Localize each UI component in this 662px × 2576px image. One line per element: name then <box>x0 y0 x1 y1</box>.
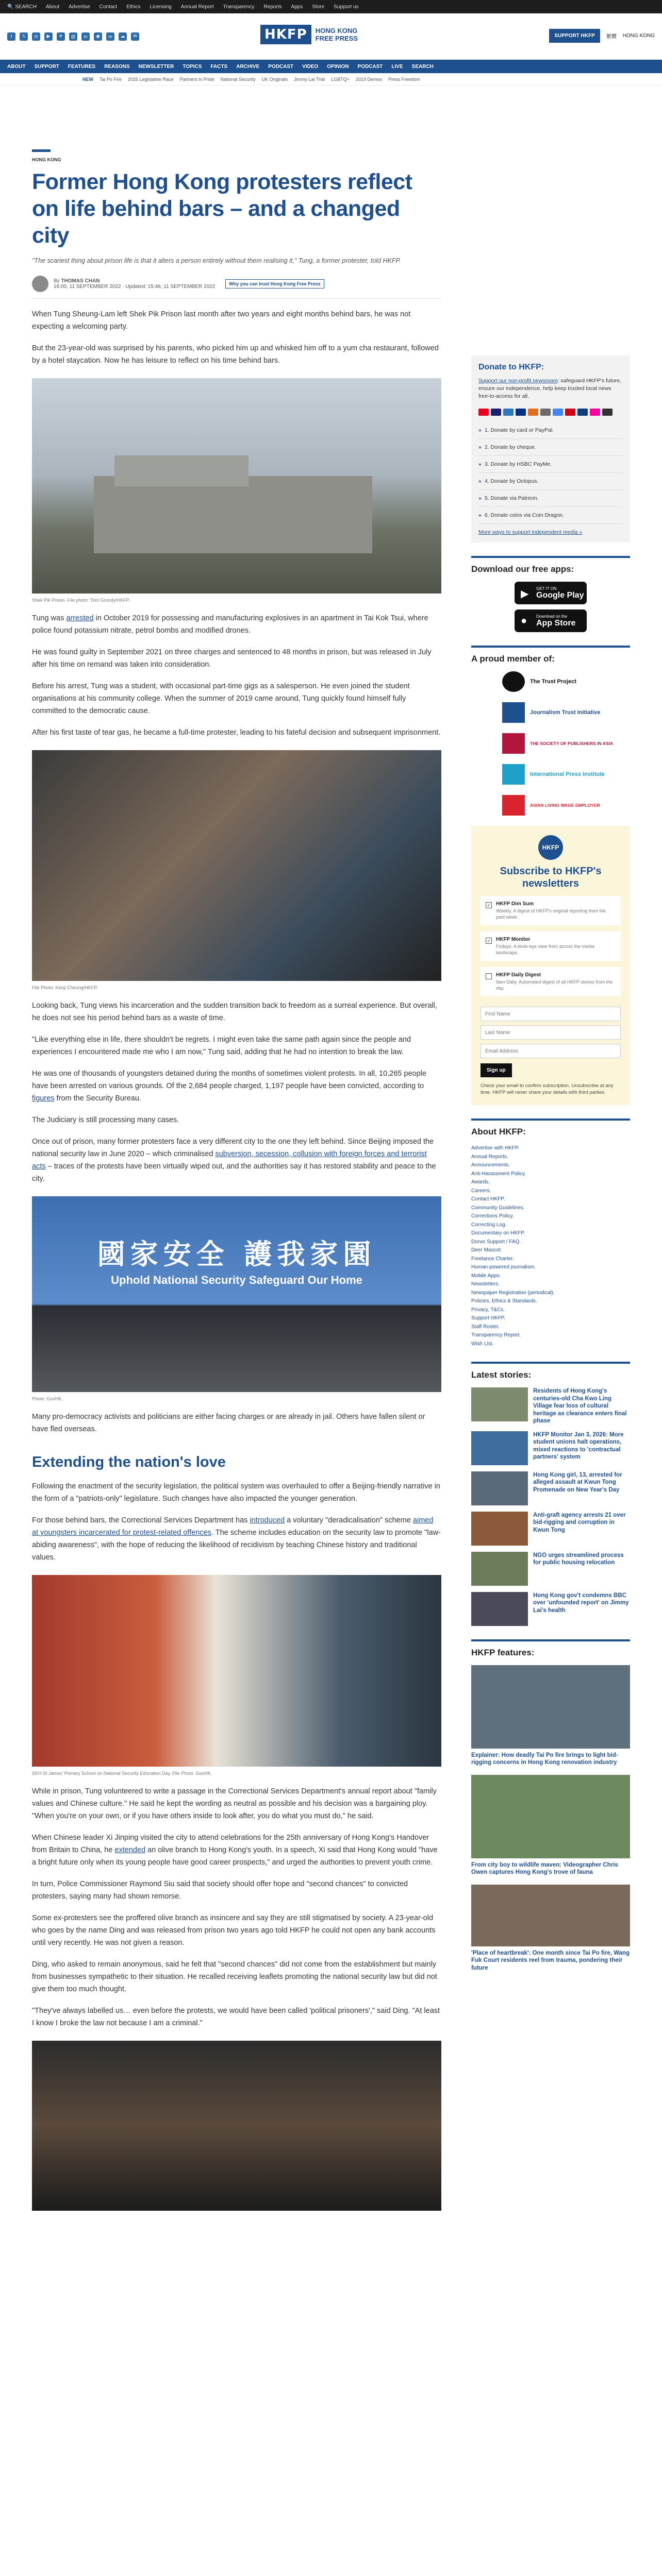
article <box>32 149 441 2211</box>
about-link[interactable]: Newsletters. <box>471 1281 500 1287</box>
sopa-icon <box>502 733 525 754</box>
latest-story[interactable]: NGO urges streamlined process for public housing relocation <box>471 1552 630 1586</box>
nav-item[interactable]: OPINION <box>327 63 349 70</box>
paragraph: Ding, who asked to remain anonymous, said he felt that "second chances" did not come from the establishment but mainly from businesses sympathetic to their situation. He recalled receiving leaflets promoting the national security law but did not give them too much thought. <box>32 1960 437 1993</box>
photo-caption: Shek Pik Prison. File photo: Tom Grundy/HKFP. <box>32 598 130 603</box>
site-header <box>0 13 662 60</box>
about-link[interactable]: Announcements. <box>471 1162 510 1168</box>
topbar-link[interactable]: Support us <box>334 4 359 10</box>
about-links <box>471 1144 630 1348</box>
story-thumbnail <box>471 1552 528 1586</box>
language-switch[interactable]: 繁體 <box>606 34 617 40</box>
applepay-icon <box>540 409 551 416</box>
apple-icon: ● <box>521 615 527 626</box>
nav-item[interactable]: PODCAST <box>268 63 294 70</box>
about-link[interactable]: Staff Roster. <box>471 1324 500 1330</box>
trending-link[interactable]: LGBTQ+ <box>331 76 350 82</box>
apps-heading: Download our free apps: <box>471 556 630 574</box>
topbar-link[interactable]: Store <box>312 4 325 10</box>
figures-link[interactable]: figures <box>32 1094 55 1103</box>
diners-icon <box>577 409 588 416</box>
last-name-field[interactable] <box>481 1025 621 1040</box>
about-link[interactable]: Mobile Apps. <box>471 1273 501 1279</box>
about-link[interactable]: Privacy, T&Cs. <box>471 1307 505 1313</box>
youtube-icon[interactable]: ▶ <box>44 32 53 41</box>
nav-item[interactable]: FEATURES <box>68 63 96 70</box>
jcb-icon <box>528 409 538 416</box>
facebook-icon[interactable]: f <box>7 32 15 41</box>
about-link[interactable]: Human-powered journalism. <box>471 1264 536 1270</box>
social-links <box>7 32 139 41</box>
nav-item[interactable]: FACTS <box>210 63 228 70</box>
about-link[interactable]: Deer Mascot. <box>471 1247 502 1253</box>
ipi-icon <box>502 764 525 785</box>
member-heading: A proud member of: <box>471 646 630 664</box>
feature-story[interactable]: Explainer: How deadly Tai Po fire brings to light bid-rigging concerns in Hong Kong renovation industry <box>471 1665 630 1767</box>
accent-rule <box>32 149 51 152</box>
trending-link[interactable]: 2025 Legislative Race <box>128 76 174 82</box>
features-heading: HKFP features: <box>471 1639 630 1658</box>
unionpay-icon <box>565 409 575 416</box>
about-link[interactable]: Freelance Charter. <box>471 1256 514 1262</box>
introduced-link[interactable]: introduced <box>250 1516 285 1524</box>
newsletter-title: Subscribe to HKFP's newsletters <box>500 866 602 889</box>
about-link[interactable]: Correcting Log. <box>471 1222 507 1228</box>
protest-photo <box>32 750 441 981</box>
article-excerpt: "The scariest thing about prison life is that it alters a person entirely without them realising it," Tung, a former protester, told HKFP. <box>32 257 401 264</box>
latest-heading: Latest stories: <box>471 1362 630 1380</box>
about-link[interactable]: Wish List. <box>471 1341 494 1347</box>
photo-caption: SKH St James' Primary School on National Security Education Day. File Photo: GovHK. <box>32 1771 212 1776</box>
about-link[interactable]: Support HKFP. <box>471 1315 505 1321</box>
feature-thumbnail <box>471 1775 630 1858</box>
checkbox-checked-icon[interactable]: ✓ <box>486 938 492 944</box>
about-link[interactable]: Contact HKFP. <box>471 1196 505 1202</box>
hkfp-badge-icon: HKFP <box>538 835 563 860</box>
living-wage-icon <box>502 795 525 816</box>
nav-item[interactable]: REASONS <box>104 63 130 70</box>
instagram-icon[interactable]: ◎ <box>32 32 40 41</box>
nav-item[interactable]: ARCHIVE <box>236 63 260 70</box>
paragraph: Many pro-democracy activists and politicians are either facing charges or are already in jail. Others have fallen silent or have fled overseas. <box>32 1413 425 1433</box>
story-thumbnail <box>471 1471 528 1505</box>
nsl-offences-link[interactable]: subversion, secession, collusion with foreign forces and terrorist acts <box>32 1150 427 1171</box>
topbar-link[interactable]: Licensing <box>150 4 172 10</box>
paragraph: After his first taste of tear gas, he became a full-time protester, leading to his fateful decision and subsequent imprisonment. <box>32 728 441 737</box>
nav-item[interactable]: SUPPORT <box>34 63 59 70</box>
payment-icons <box>478 409 623 416</box>
about-link[interactable]: Donor Support / FAQ. <box>471 1239 521 1245</box>
site-logo[interactable]: HKFP HONG KONG FREE PRESS <box>260 25 358 44</box>
author-avatar <box>32 276 48 292</box>
about-link[interactable]: Community Guidelines. <box>471 1205 525 1211</box>
feature-thumbnail <box>471 1885 630 1946</box>
paypal-icon <box>516 409 526 416</box>
nav-item[interactable]: TOPICS <box>183 63 202 70</box>
feature-story[interactable]: 'Place of heartbreak': One month since Tai Po fire, Wang Fuk Court residents reel from trauma, pondering their future <box>471 1885 630 1972</box>
telegram-icon[interactable]: ✈ <box>57 32 65 41</box>
play-icon: ▶ <box>521 588 529 600</box>
security-day-photo <box>32 1196 441 1392</box>
donate-option[interactable]: » 2. Donate by cheque. <box>478 439 623 456</box>
latest-story[interactable]: HKFP Monitor Jan 3, 2026: More student unions halt operations, mixed reactions to 'contractual partners' system <box>471 1431 630 1465</box>
topbar-link[interactable]: Transparency <box>223 4 255 10</box>
donate-option[interactable]: » 1. Donate by card or PayPal. <box>478 422 623 439</box>
top-utility-bar <box>0 0 662 13</box>
nav-item[interactable]: LIVE <box>391 63 403 70</box>
donate-option[interactable]: » 3. Donate by HSBC PayMe. <box>478 456 623 473</box>
visa-icon <box>491 409 501 416</box>
newsletter-box <box>471 826 630 1105</box>
trending-link[interactable]: National Security <box>220 76 256 82</box>
byline: By THOMAS CHAN 16:00, 11 SEPTEMBER 2022 · Updated: 15:46, 11 SEPTEMBER 2022 Why you can trust Hong Kong Free Press <box>32 276 441 299</box>
paragraph: "Like everything else in life, there shouldn't be regrets. I might even take the same path again since the people and experiences I encountered made me who I am now," Tung said, adding that he had no intention to break the law. <box>32 1036 411 1056</box>
region-label[interactable]: HONG KONG <box>622 33 655 39</box>
paragraph: Following the enactment of the security legislation, the political system was overhauled to offer a Beijing-friendly narrative in the form of a "patriots-only" legislature. Such changes have also impacted the younger generation. <box>32 1482 440 1503</box>
card-icon <box>602 409 613 416</box>
paragraph: When Chinese leader Xi Jinping visited the city to attend celebrations for the 25th anniversary of Hong Kong's Handover from Britain to China, he extended an olive branch to Hong Kong's youth. In a speech, Xi said that Hong Kong would "have a bright future only when its young people have good career prospects," and urged the authorities to prevent youth crime. <box>32 1834 438 1867</box>
paragraph: For those behind bars, the Correctional Services Department has introduced a voluntary "deradicalisation" scheme aimed at youngsters incarcerated for protest-related offences. The scheme includes education on the security law to promote "law-abiding awareness", with the hope of reducing the likelihood of recidivism by teaching Chinese history and traditional values. <box>32 1516 441 1562</box>
member-logo[interactable]: The Trust Project <box>502 671 630 692</box>
about-link[interactable]: Anti-Harassment Policy. <box>471 1171 526 1177</box>
about-link[interactable]: Advertise with HKFP. <box>471 1145 520 1151</box>
nav-item[interactable]: VIDEO <box>302 63 319 70</box>
photo-caption: Photo: GovHK. <box>32 1396 63 1401</box>
topbar-link[interactable]: Contact <box>99 4 118 10</box>
topbar-link[interactable]: Ethics <box>126 4 141 10</box>
more-ways-link[interactable]: More ways to support independent media » <box>478 529 583 535</box>
signup-button[interactable]: Sign up <box>481 1063 512 1077</box>
nav-item[interactable]: ABOUT <box>7 63 26 70</box>
member-logo[interactable]: International Press Institute <box>502 764 630 785</box>
trending-link[interactable]: UK Originals <box>261 76 288 82</box>
story-thumbnail <box>471 1431 528 1465</box>
trending-link[interactable]: Partners in Pride <box>179 76 214 82</box>
donate-box: Donate to HKFP: Support our non-profit newsroom: safeguard HKFP's future, ensure our independence, help keep trusted local news free-to-access for all. » 1. Donate by card or PayPal. » 2. Donate by cheque. » 3. Donate by HSBC PayMe. » 4. Donate by Octopus. » 5. Donate via Patreon. » 6. Donate coins via Coin Dragon. More ways to support independent media » <box>471 355 630 543</box>
feature-thumbnail <box>471 1665 630 1749</box>
donate-option[interactable]: » 5. Donate via Patreon. <box>478 490 623 507</box>
newsletter-option[interactable]: ✓ HKFP Monitor Fridays. A birds-eye view from across the media landscape. <box>481 931 621 961</box>
sidebar <box>471 355 630 1980</box>
threads-icon[interactable]: @ <box>69 32 77 41</box>
about-link[interactable]: Newspaper Registration (periodical). <box>471 1290 555 1296</box>
article-category[interactable]: HONG KONG <box>32 157 61 162</box>
school-photo <box>32 1575 441 1767</box>
about-link[interactable]: Documentary on HKFP. <box>471 1230 525 1236</box>
donate-option[interactable]: » 4. Donate by Octopus. <box>478 473 623 490</box>
x-icon[interactable]: 𝕏 <box>20 32 28 41</box>
newsletter-option[interactable]: HKFP Daily Digest 9am Daily. Automated digest of all HKFP stories from the day. <box>481 967 621 996</box>
mastodon-icon[interactable]: m <box>106 32 114 41</box>
latest-story[interactable]: Hong Kong gov't condemns BBC over 'unfounded report' on Jimmy Lai's health <box>471 1592 630 1626</box>
about-link[interactable]: Policies, Ethics & Standards. <box>471 1298 537 1304</box>
topbar-link[interactable]: Advertise <box>69 4 90 10</box>
story-thumbnail <box>471 1592 528 1626</box>
article-title: Former Hong Kong protesters reflect on life behind bars – and a changed city <box>32 170 412 248</box>
trending-label: NEW <box>82 76 93 82</box>
feature-story[interactable]: From city boy to wildlife maven: Videographer Chris Owen captures Hong Kong's trove of fauna <box>471 1775 630 1876</box>
trending-bar <box>0 73 662 86</box>
member-logo[interactable]: ASIAN LIVING WAGE EMPLOYER <box>502 795 630 816</box>
app-store-badge[interactable]: ● Download on the App Store <box>515 609 587 632</box>
topbar-link[interactable]: Annual Report <box>180 4 214 10</box>
donate-title: Donate to HKFP: <box>478 363 544 371</box>
trust-link[interactable]: Why you can trust Hong Kong Free Press <box>225 279 324 289</box>
rss-icon[interactable]: ◉ <box>94 32 102 41</box>
scheme-link[interactable]: aimed at youngsters incarcerated for protest-related offences <box>32 1516 434 1537</box>
mastercard-icon <box>478 409 489 416</box>
checkbox-checked-icon[interactable]: ✓ <box>486 902 492 908</box>
topbar-link[interactable]: Apps <box>291 4 303 10</box>
member-logo[interactable]: Journalism Trust Initiative <box>502 702 630 723</box>
author-name[interactable]: THOMAS CHAN <box>61 278 100 284</box>
donate-link[interactable]: Support our non-profit newsroom <box>478 378 558 384</box>
topbar-link[interactable]: Reports <box>263 4 282 10</box>
paragraph: In turn, Police Commissioner Raymond Siu said that society should offer hope and "second chances" to convicted protesters, saying many had shown remorse. <box>32 1880 408 1901</box>
nav-item[interactable]: PODCAST <box>357 63 383 70</box>
member-logo[interactable]: THE SOCIETY OF PUBLISHERS IN ASIA <box>502 733 630 754</box>
publish-dates: 16:00, 11 SEPTEMBER 2022 · Updated: 15:46, 11 SEPTEMBER 2022 <box>54 284 216 290</box>
latest-story[interactable]: Anti-graft agency arrests 21 over bid-rigging and corruption in Kwun Tong <box>471 1512 630 1546</box>
nav-item[interactable]: NEWSLETTER <box>138 63 174 70</box>
newsletter-fineprint: Check your email to confirm subscription. Unsubscribe at any time. HKFP will never share your details with third parties. <box>481 1083 614 1095</box>
paragraph: Tung was arrested in October 2019 for possessing and manufacturing explosives in an apartment in Tai Kok Tsui, where police found potassium nitrate, petrol bombs and modified drones. <box>32 614 428 635</box>
support-button[interactable]: SUPPORT HKFP <box>549 29 600 43</box>
paragraph: He was found guilty in September 2021 on three charges and sentenced to 48 months in prison, but was released in July after his time on remand was taken into consideration. <box>32 648 432 669</box>
about-link[interactable]: Careers. <box>471 1188 491 1194</box>
nav-item[interactable]: SEARCH <box>411 63 434 70</box>
paragraph: Once out of prison, many former protesters face a very different city to the one they left behind. Since Beijing imposed the national security law in June 2020 – which criminalised subversion, secession, collusion with foreign forces and terrorist acts – traces of the protests have been virtually wiped out, and the authorities say it has restored stability and peace to the city. <box>32 1138 436 1183</box>
paragraph: The Judiciary is still processing many cases. <box>32 1116 179 1124</box>
trending-link[interactable]: Press Freedom <box>388 76 420 82</box>
topbar-link[interactable]: About <box>45 4 60 10</box>
search-link[interactable]: 🔍 SEARCH <box>7 4 37 10</box>
about-link[interactable]: Awards. <box>471 1179 490 1185</box>
latest-story[interactable]: Hong Kong girl, 13, arrested for alleged assault at Kwun Tong Promenade on New Year's Day <box>471 1471 630 1505</box>
about-link[interactable]: Annual Reports. <box>471 1154 508 1160</box>
latest-story[interactable]: Residents of Hong Kong's centuries-old Cha Kwo Ling Village fear loss of cultural heritage as clearance enters final phase <box>471 1387 630 1425</box>
section-heading: Extending the nation's love <box>32 1454 226 1470</box>
extended-link[interactable]: extended <box>114 1846 146 1854</box>
banner-english: Uphold National Security Safeguard Our Home <box>111 1274 362 1286</box>
main-nav <box>0 60 662 73</box>
paragraph: Before his arrest, Tung was a student, with occasional part-time gigs as a salesperson. He even joined the student organisations at his community college. When the summer of 2019 came around, Tung quickly found himself fully committed to the democratic cause. <box>32 682 410 715</box>
checkbox-icon[interactable] <box>486 973 492 979</box>
banner-chinese: 國家安全 護我家園 <box>97 1238 376 1270</box>
photo-caption: File Photo: Kenji Cheung/HKFP. <box>32 985 98 990</box>
trending-link[interactable]: Tai Po Fire <box>100 76 122 82</box>
newsletter-option[interactable]: ✓ HKFP Dim Sum Weekly. A digest of HKFP's original reporting from the past week. <box>481 896 621 925</box>
donate-option[interactable]: » 6. Donate coins via Coin Dragon. <box>478 507 623 524</box>
trust-project-icon <box>502 671 525 692</box>
story-thumbnail <box>471 1387 528 1421</box>
gpay-icon <box>553 409 563 416</box>
paragraph: Some ex-protesters see the proffered olive branch as insincere and say they are still stigmatised by society. A 23-year-old who goes by the name Ding and was released from prison two years ago told HKFP he could not open any bank accounts until very recently. He was not given a reason. <box>32 1914 436 1947</box>
paragraph: But the 23-year-old was surprised by his parents, who picked him up and whisked him off to a yum cha restaurant, followed by a hotel staycation. Now he has leisure to reflect on his time behind bars. <box>32 344 439 365</box>
trending-link[interactable]: Jimmy Lai Trial <box>294 76 325 82</box>
paragraph: "They've always labelled us… even before the protests, we would have been called 'political prisoners'," said Ding. "At least I know I broke the law not because I am a criminal." <box>32 2007 440 2027</box>
prison-photo <box>32 378 441 594</box>
google-play-badge[interactable]: ▶ GET IT ON Google Play <box>515 582 587 604</box>
linkedin-icon[interactable]: in <box>81 32 90 41</box>
story-thumbnail <box>471 1512 528 1546</box>
paragraph: He was one of thousands of youngsters detained during the months of sometimes violent protests. In all, 10,265 people have been arrested on various grounds. Of the 2,684 people charged, 1,197 people have been convicted, according to figures from the Security Bureau. <box>32 1070 426 1103</box>
paragraph: When Tung Sheung-Lam left Shek Pik Prison last month after two years and eight months behind bars, he was not expecting a welcoming party. <box>32 310 411 331</box>
first-name-field[interactable] <box>481 1007 621 1021</box>
about-heading: About HKFP: <box>471 1118 630 1137</box>
bluesky-icon[interactable]: ☁ <box>119 32 127 41</box>
arrested-link[interactable]: arrested <box>66 614 94 622</box>
paragraph: Looking back, Tung views his incarceration and the sudden transition back to freedom as a surreal experience. But overall, he does not see his period behind bars as a waste of time. <box>32 1002 437 1022</box>
crowd-photo <box>32 2041 441 2211</box>
trending-link[interactable]: 2019 Demos <box>355 76 382 82</box>
paragraph: While in prison, Tung volunteered to write a passage in the Correctional Services Department's annual report about "family values and Chinese culture." He said he kept the wording as neutral as possible and his decision was a bargaining ploy. "When you're on your own, or if you have others inside to look after, you do what you must do," he said. <box>32 1787 437 1820</box>
octopus-icon <box>590 409 600 416</box>
email-icon[interactable]: ✉ <box>131 32 139 41</box>
about-link[interactable]: Transparency Report. <box>471 1332 521 1338</box>
email-field[interactable] <box>481 1044 621 1058</box>
jti-icon <box>502 702 525 723</box>
about-link[interactable]: Corrections Policy. <box>471 1213 514 1219</box>
amex-icon <box>503 409 514 416</box>
